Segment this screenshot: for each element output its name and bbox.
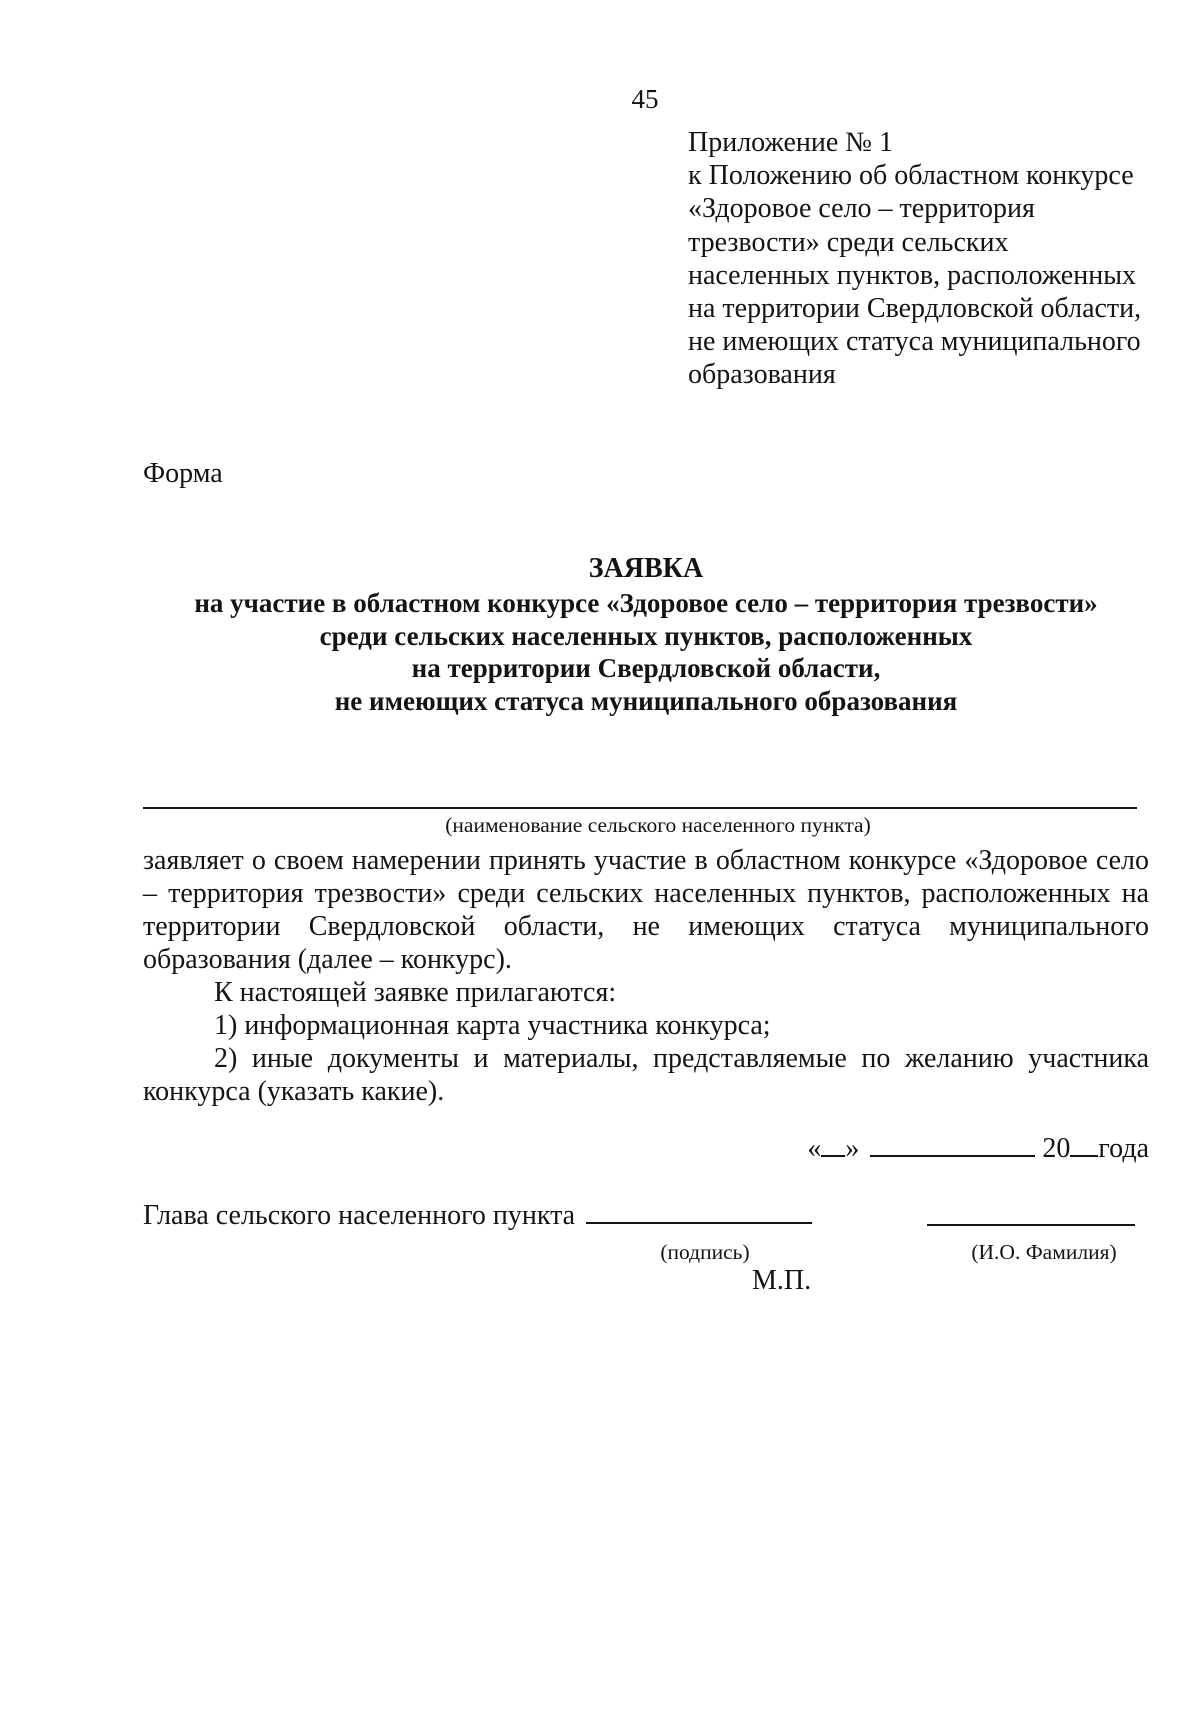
document-title [143, 553, 1149, 718]
title-line: не имеющих статуса муниципального образования [334, 686, 958, 717]
application-body [143, 844, 1149, 1108]
name-blank [927, 1198, 1135, 1226]
settlement-name-caption: (наименование сельского населенного пункта) [445, 813, 871, 837]
day-blank [821, 1131, 845, 1157]
signature-blank [586, 1198, 812, 1224]
appendix-line: Приложение № 1 [688, 127, 893, 158]
title-line: среди сельских населенных пунктов, расположенных [319, 620, 973, 651]
year-prefix: 20 [1042, 1133, 1071, 1164]
date-close-quote: » [845, 1133, 860, 1164]
month-blank [870, 1131, 1035, 1157]
stamp-place-label: М.П. [752, 1265, 812, 1296]
settlement-name-blank [143, 807, 1137, 809]
title-line: на территории Свердловской области, [411, 653, 881, 684]
signature-caption: (подпись) [660, 1240, 750, 1264]
appendix-line: населенных пунктов, расположенных [688, 259, 1137, 291]
appendix-line: «Здоровое село – территория [688, 193, 1035, 225]
page-number: 45 [631, 84, 659, 114]
title-word: ЗАЯВКА [588, 553, 704, 584]
appendix-line: трезвости» среди сельских [688, 226, 1009, 258]
year-blank [1070, 1131, 1098, 1157]
attachment-item: 1) информационная карта участника конкурса; [214, 1010, 771, 1041]
attachment-item: 2) иные документы и материалы, представляемые по желанию участника конкурса (указать какие). [143, 1043, 1149, 1107]
title-line: на участие в областном конкурсе «Здоровое село – территория трезвости» [194, 587, 1098, 618]
year-suffix: года [1098, 1133, 1149, 1164]
date-line [143, 1131, 1149, 1165]
attachments-intro: К настоящей заявке прилагаются: [214, 977, 617, 1008]
appendix-line: к Положению об областном конкурсе [688, 160, 1134, 192]
appendix-line: не имеющих статуса муниципального [688, 326, 1141, 358]
appendix-block [688, 126, 1178, 392]
appendix-line: на территории Свердловской области, [688, 293, 1142, 325]
name-caption: (И.О. Фамилия) [971, 1240, 1117, 1264]
signature-label: Глава сельского населенного пункта [143, 1200, 576, 1231]
statement-paragraph: заявляет о своем намерении принять участие в областном конкурсе «Здоровое село – территория трезвости» среди сельских населенных пунктов, расположенных на территории Свердловской области, не имеющих статуса муниципального образования (далее – конкурс). [143, 845, 1149, 975]
appendix-line: образования [688, 359, 836, 391]
form-label: Форма [143, 458, 223, 489]
date-open-quote: « [807, 1133, 822, 1164]
